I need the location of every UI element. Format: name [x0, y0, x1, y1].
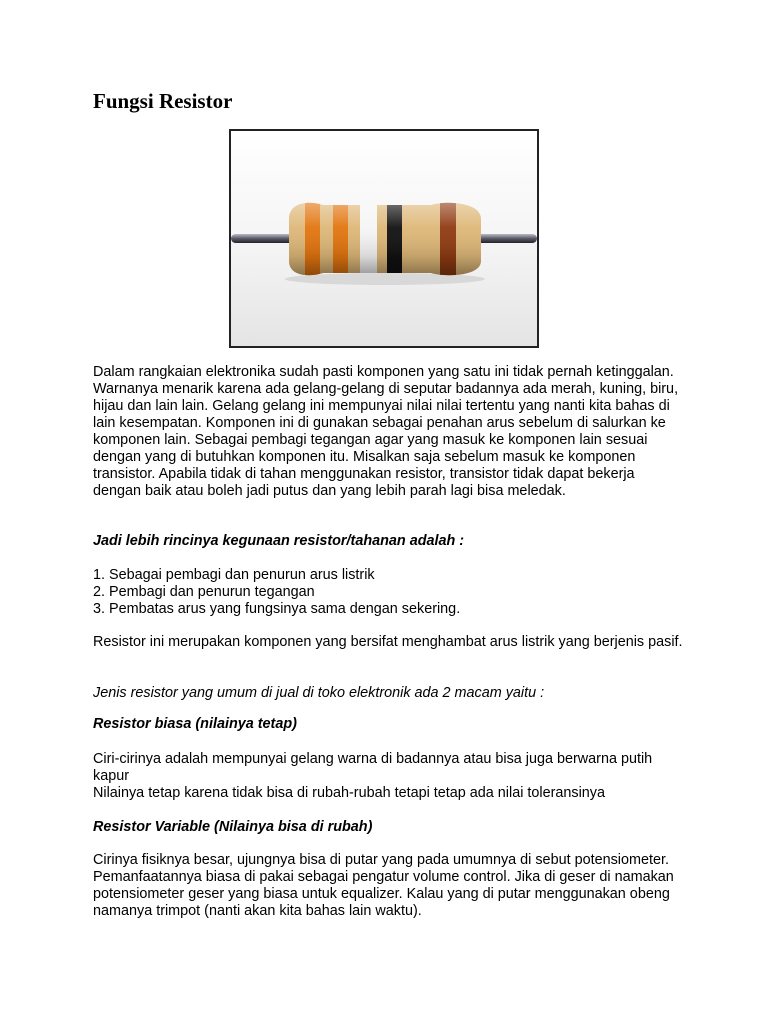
resistor-image	[229, 129, 539, 348]
resistor-illustration	[231, 131, 537, 346]
types-intro: Jenis resistor yang umum di jual di toko elektronik ada 2 macam yaitu :	[93, 685, 545, 701]
variable-resistor-text: Cirinya fisiknya besar, ujungnya bisa di putar yang pada umumnya di sebut potensiometer. Pemanfaatannya biasa di pakai sebagai pengatur volume control. Jika di geser di namakan potensiometer geser yang biasa untuk equalizer. Kalau yang di putar menggunakan obeng namanya trimpot (nanti akan kita bahas lain waktu).	[93, 852, 674, 919]
list-item: 1. Sebagai pembagi dan penurun arus listrik	[93, 567, 375, 583]
fixed-resistor-heading: Resistor biasa (nilainya tetap)	[93, 716, 297, 732]
intro-paragraph: Dalam rangkaian elektronika sudah pasti komponen yang satu ini tidak pernah ketinggalan. Warnanya menarik karena ada gelang-gelang di seputar badannya ada merah, kuning, biru, hijau dan lain lain. Gelang gelang ini mempunyai nilai nilai tertentu yang nanti kita bahas di lain kesempatan. Komponen ini di gunakan sebagai penahan arus sebelum di salurkan ke komponen lain. Sebagai pembagi tegangan agar yang masuk ke komponen lain sesuai dengan yang di butuhkan komponen itu. Misalkan saja sebelum masuk ke komponen transistor. Apabila tidak di tahan menggunakan resistor, transistor tidak dapat bekerja dengan baik atau boleh jadi putus dan yang lebih parah lagi bisa meledak.	[93, 364, 679, 499]
fixed-resistor-tolerance: Nilainya tetap karena tidak bisa di rubah-rubah tetapi tetap ada nilai toleransinya	[93, 785, 605, 801]
uses-heading: Jadi lebih rincinya kegunaan resistor/tahanan adalah :	[93, 533, 465, 549]
list-item: 2. Pembagi dan penurun tegangan	[93, 584, 315, 600]
resistor-body	[287, 197, 483, 283]
uses-list	[93, 567, 683, 618]
passive-paragraph: Resistor ini merupakan komponen yang bersifat menghambat arus listrik yang berjenis pasif.	[93, 634, 683, 650]
page-title: Fungsi Resistor	[93, 89, 233, 113]
variable-resistor-heading: Resistor Variable (Nilainya bisa di rubah)	[93, 819, 373, 835]
fixed-resistor-text: Ciri-cirinya adalah mempunyai gelang warna di badannya atau bisa juga berwarna putih kapur	[93, 751, 653, 784]
list-item: 3. Pembatas arus yang fungsinya sama dengan sekering.	[93, 601, 461, 617]
resistor-body-shading	[287, 199, 483, 281]
